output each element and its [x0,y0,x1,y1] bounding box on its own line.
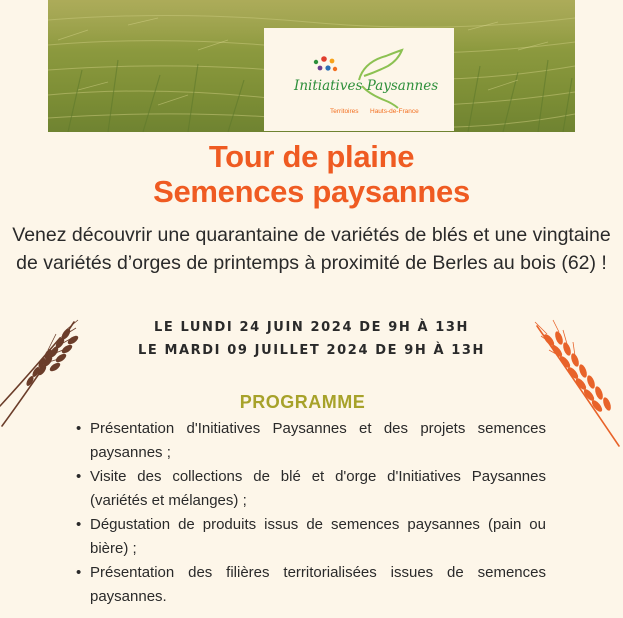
wheat-field-banner [48,0,575,132]
logo-sub-right: Hauts-de-France [370,108,419,115]
title-line-1: Tour de plaine [208,139,415,174]
list-item: • Visite des collections de blé et d'orge d'Initiatives Paysannes (variétés et mélanges) ; [74,465,546,513]
programme-list [74,417,546,609]
list-item: • Présentation d'Initiatives Paysannes et des projets semences paysannes ; [74,417,546,465]
logo [264,28,454,131]
intro-text: Venez découvrir une quarantaine de variétés de blés et une vingtaine de variétés d’orges de printemps à proximité de Berles au bois (62) ! [12,224,611,274]
date-2: LE MARDI 09 JUILLET 2024 DE 9H À 13H [137,343,486,358]
list-item: • Dégustation de produits issus de semences paysannes (pain ou bière) ; [74,513,546,561]
list-item: • Présentation des filières territorialisées issues de semences paysannes. [74,561,546,609]
logo-wordmark: Initiatives Paysannes [294,78,439,94]
wheat-ear-icon [533,318,623,448]
date-1: LE LUNDI 24 JUIN 2024 DE 9H À 13H [153,320,470,335]
programme-title: PROGRAMME [239,392,366,412]
logo-sub-left: Territoires [330,108,359,115]
title-line-2: Semences paysannes [153,174,470,209]
